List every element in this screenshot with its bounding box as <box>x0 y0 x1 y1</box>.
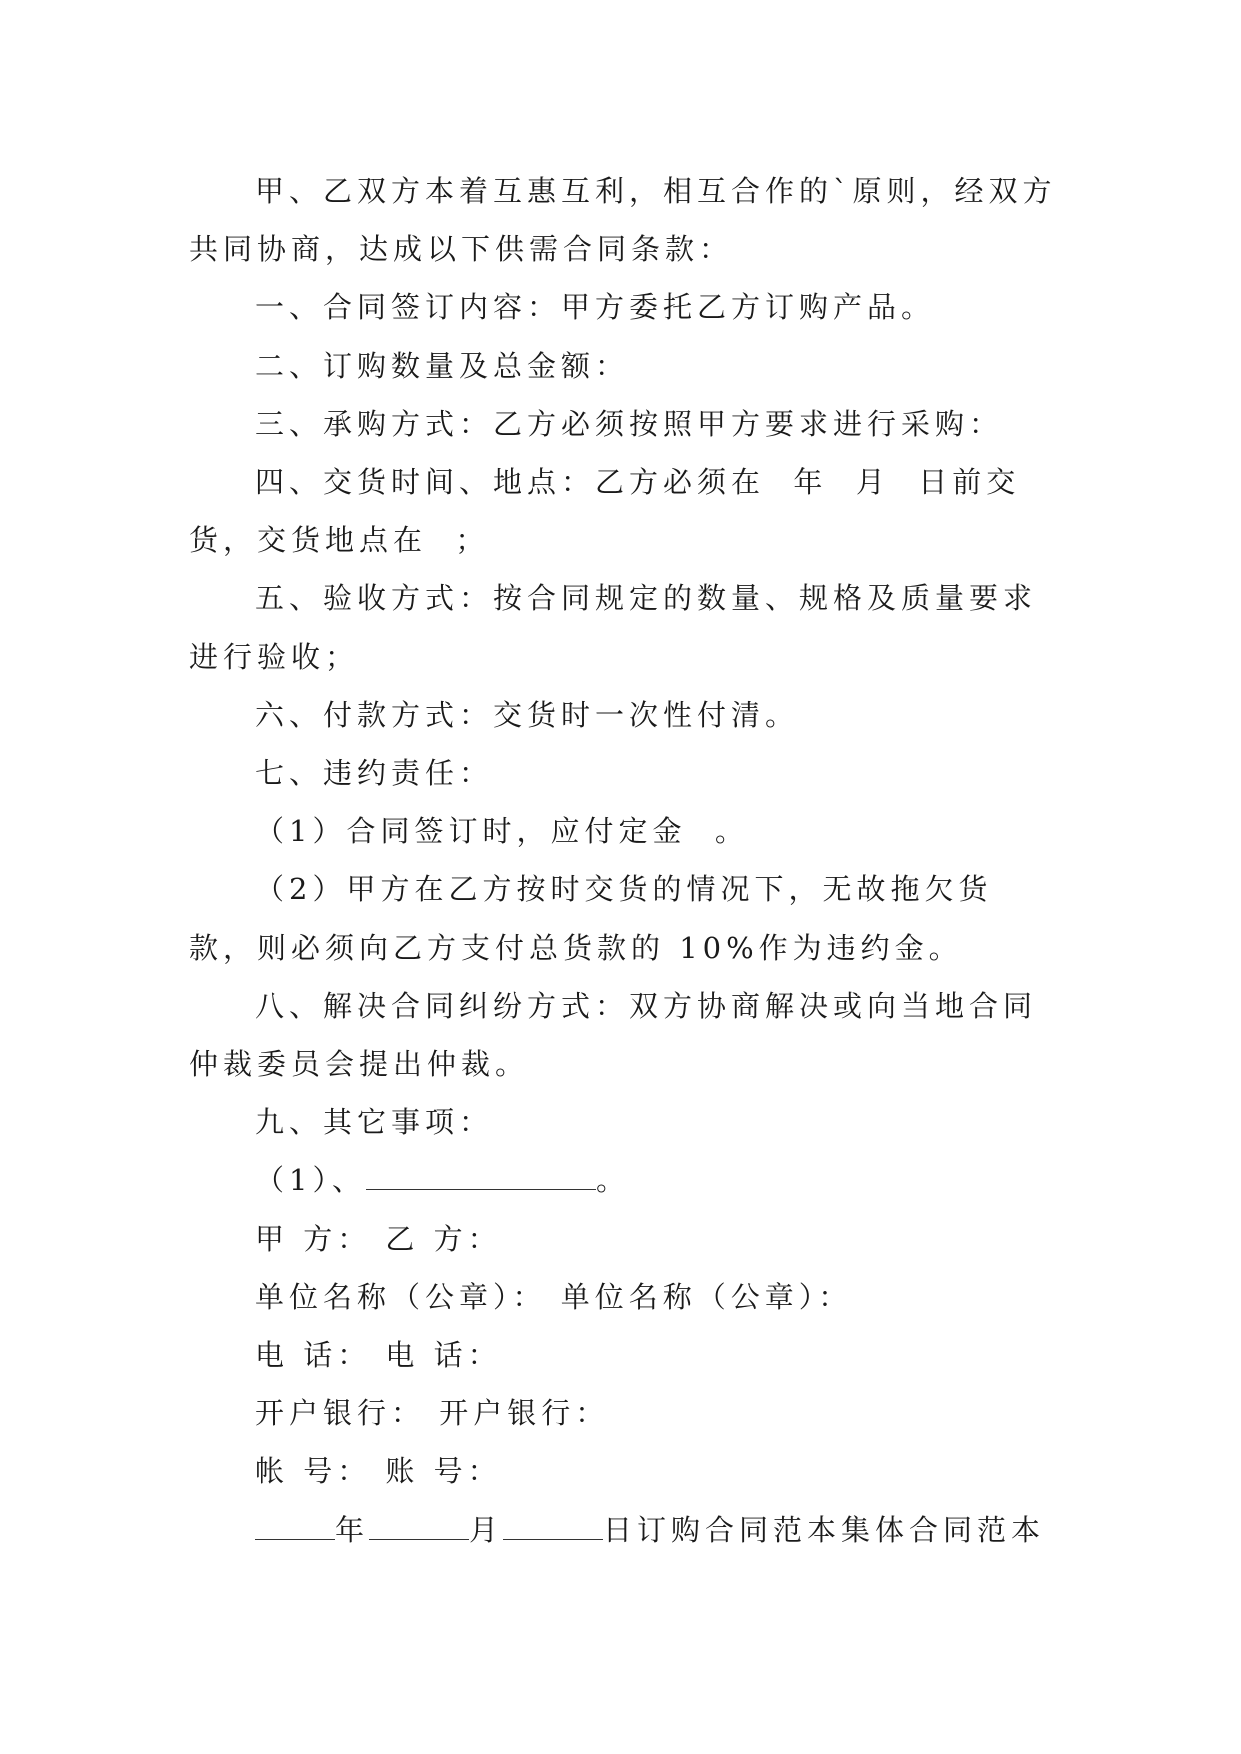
clause-4: 四、交货时间、地点：乙方必须在 年 月 日前交货，交货地点在 ； <box>189 465 1021 558</box>
signature-phone-line: 电 话： 电 话： <box>255 1338 502 1373</box>
signature-party-line: 甲 方： 乙 方： <box>255 1221 502 1256</box>
signature-account-line: 帐 号： 账 号： <box>255 1454 502 1489</box>
clause-9: 九、其它事项： <box>255 1105 494 1140</box>
clause-5: 五、验收方式：按合同规定的数量、规格及质量要求进行验收； <box>189 581 1038 674</box>
year-label: 年 <box>335 1512 370 1547</box>
contract-body <box>189 162 1059 1559</box>
clause-9-item-1 <box>189 1151 1059 1209</box>
other-item-suffix: 。 <box>595 1163 630 1198</box>
day-blank <box>503 1513 603 1540</box>
month-blank <box>369 1513 469 1540</box>
intro-paragraph: 甲、乙双方本着互惠互利，相互合作的`原则，经双方共同协商，达成以下供需合同条款： <box>189 174 1057 267</box>
clause-3: 三、承购方式：乙方必须按照甲方要求进行采购： <box>255 406 1004 441</box>
signature-company-line: 单位名称（公章）： 单位名称（公章）： <box>255 1279 853 1314</box>
clause-8: 八、解决合同纠纷方式：双方协商解决或向当地合同仲裁委员会提出仲裁。 <box>189 988 1038 1082</box>
other-item-prefix: （1）、 <box>255 1163 366 1198</box>
clause-1: 一、合同签订内容：甲方委托乙方订购产品。 <box>255 290 936 325</box>
clause-7-item-1: （1）合同签订时，应付定金 。 <box>255 814 749 849</box>
clause-2: 二、订购数量及总金额： <box>255 348 630 383</box>
month-label: 月 <box>469 1512 504 1547</box>
clause-7-item-2: （2）甲方在乙方按时交货的情况下，无故拖欠货款，则必须向乙方支付总货款的 10%作为违约金。 <box>189 872 993 965</box>
date-line-tail: 日订购合同范本集体合同范本 <box>603 1512 1046 1547</box>
clause-7: 七、违约责任： <box>255 756 494 791</box>
year-blank <box>255 1513 335 1540</box>
date-line <box>189 1501 1059 1559</box>
fill-in-blank <box>366 1163 596 1190</box>
clause-6: 六、付款方式：交货时一次性付清。 <box>255 697 800 732</box>
signature-bank-line: 开户银行： 开户银行： <box>255 1396 610 1431</box>
